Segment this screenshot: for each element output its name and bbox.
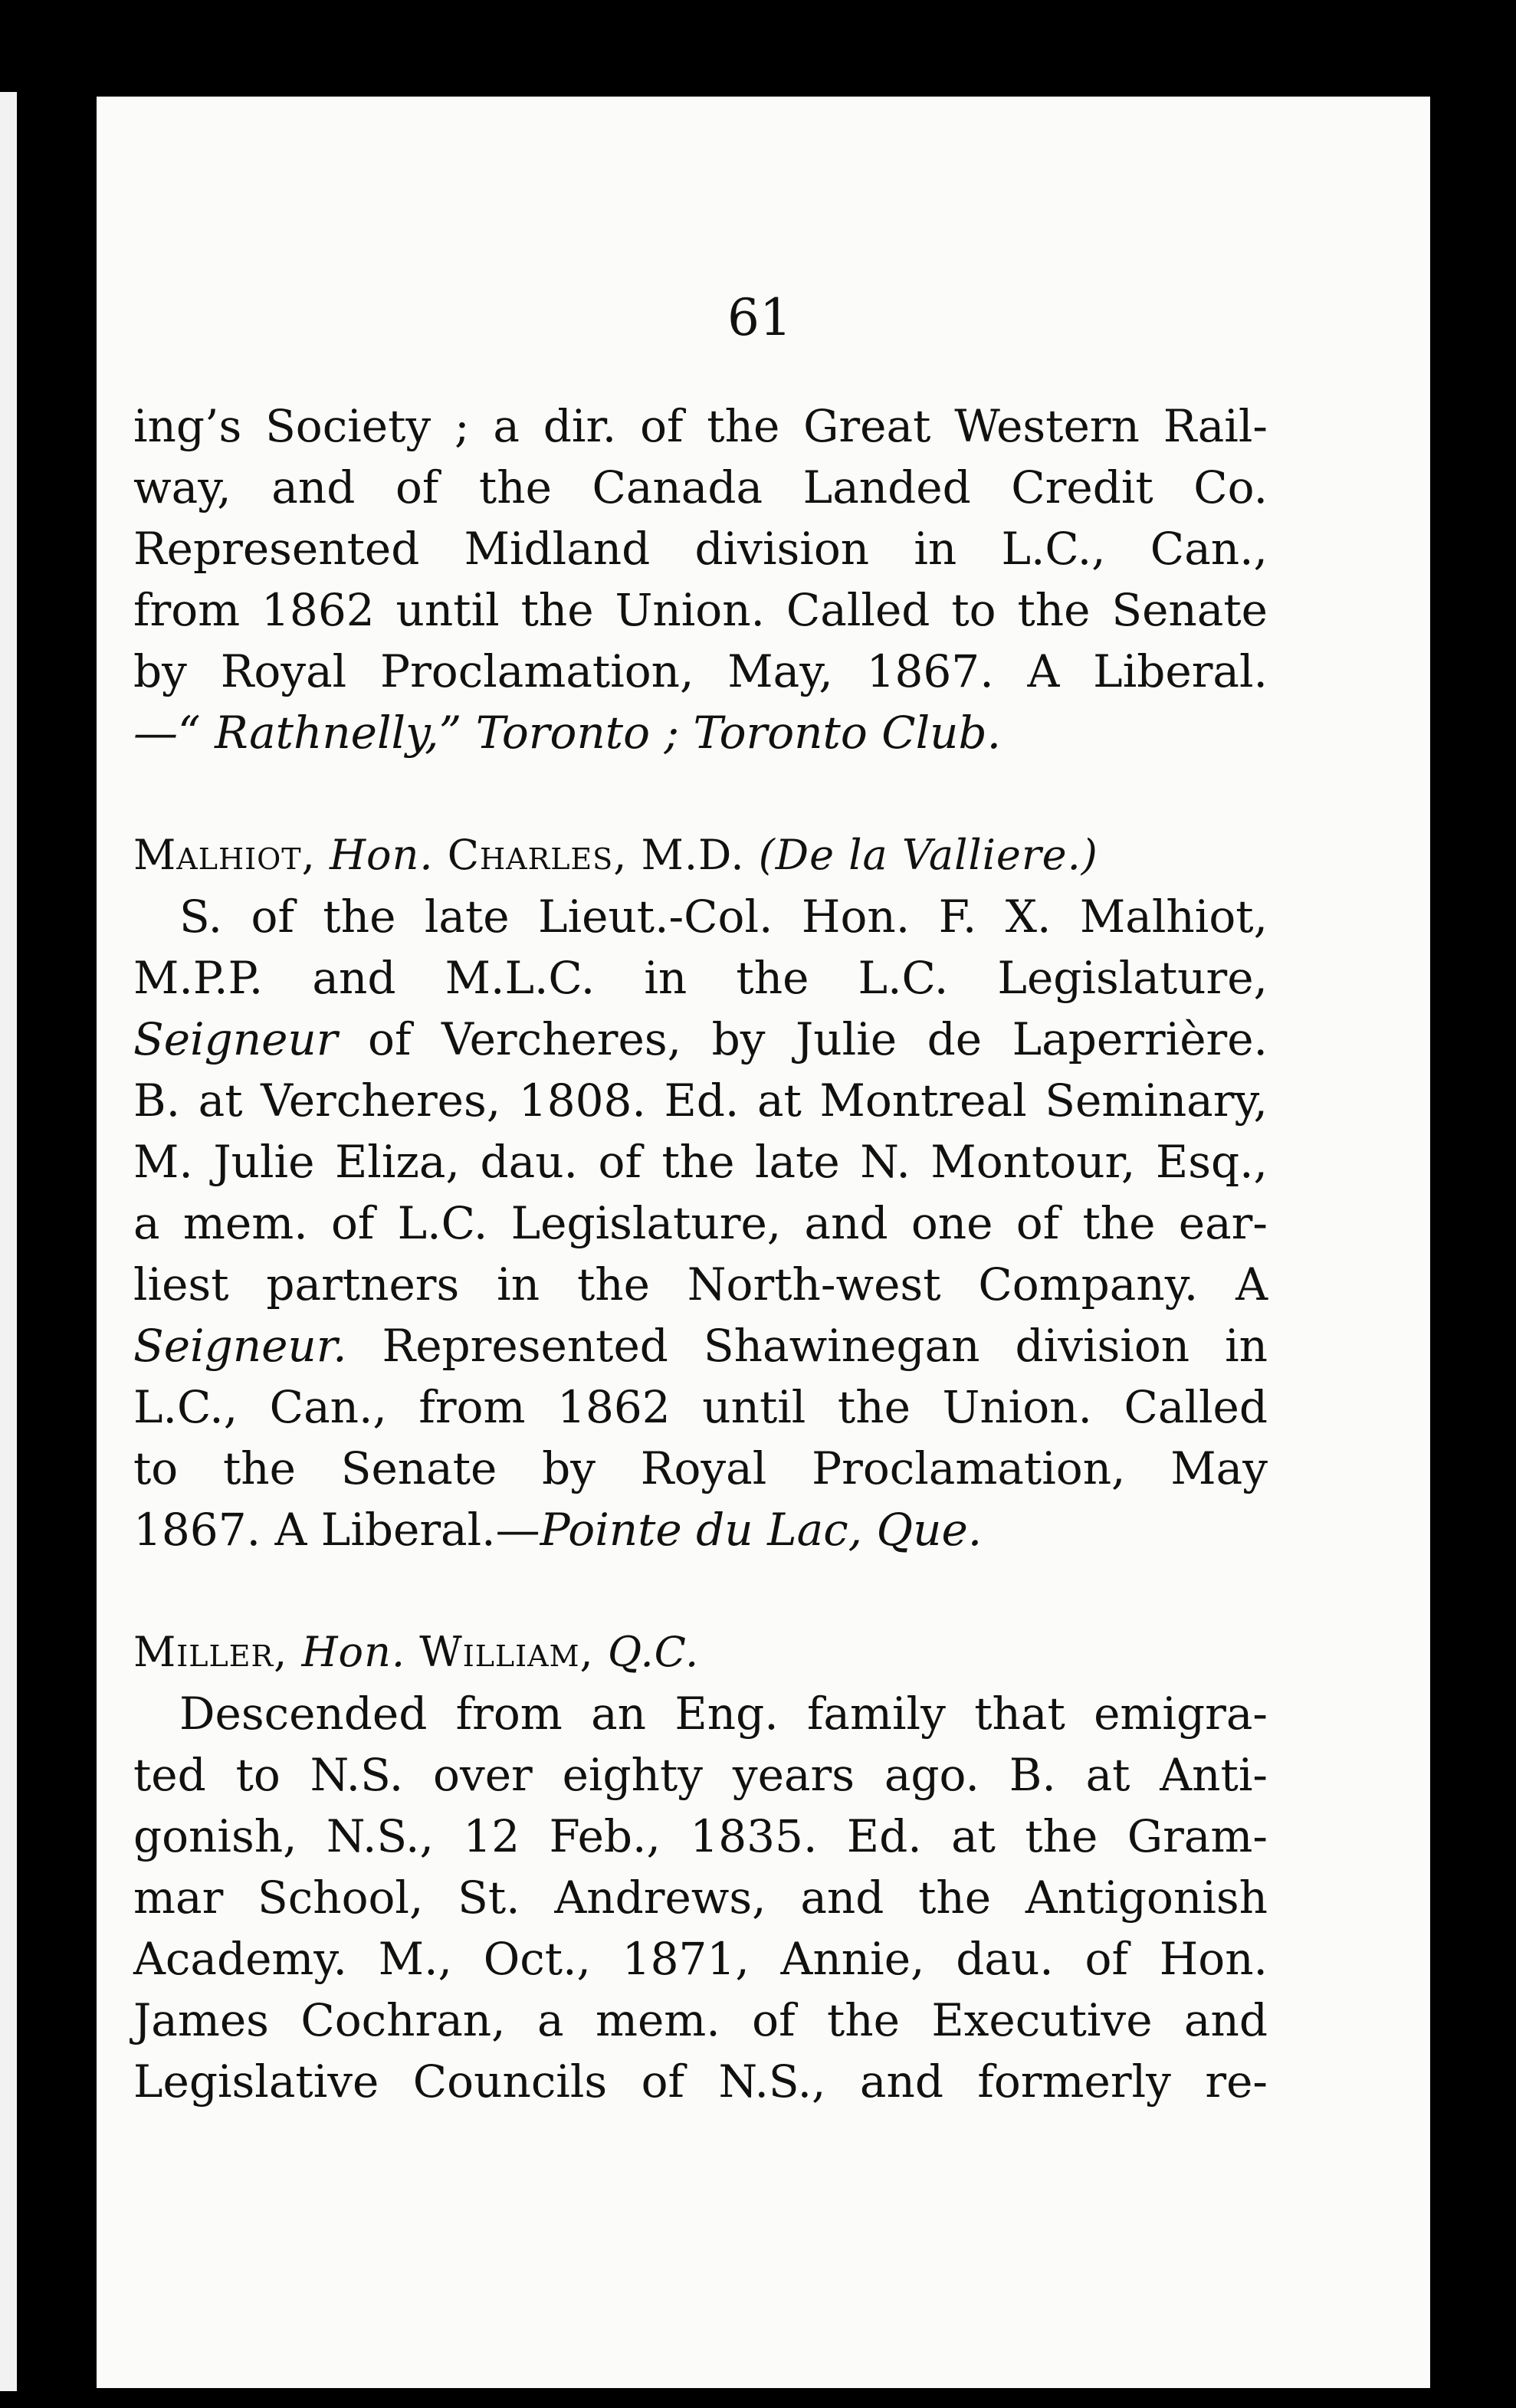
text-line: Descended from an Eng. family that emigra- — [179, 1688, 1268, 1740]
given-name: Charles, — [447, 831, 628, 879]
text-line: Seigneur. Represented Shawinegan division in — [133, 1320, 1268, 1372]
entry-heading — [133, 1622, 1268, 1683]
honorific: Hon. — [301, 1628, 406, 1676]
degree: M.D. — [641, 831, 745, 879]
text-line: mar School, St. Andrews, and the Antigonish — [133, 1872, 1268, 1924]
text-line: Legislative Councils of N.S., and formerly re- — [133, 2055, 1268, 2108]
surname: Malhiot, — [133, 831, 316, 879]
text-line: ted to N.S. over eighty years ago. B. at Anti- — [133, 1749, 1268, 1801]
text-line: M. Julie Eliza, dau. of the late N. Montour, Esq., — [133, 1136, 1268, 1188]
heading-note: (De la Valliere.) — [758, 831, 1098, 879]
page-text — [133, 395, 1268, 2112]
text-line: ing’s Society ; a dir. of the Great Western Rail- — [133, 400, 1268, 452]
text-line-address: —“ Rathnelly,” Toronto ; Toronto Club. — [133, 707, 1002, 759]
honorific: Hon. — [329, 831, 434, 879]
text-line: 1867. A Liberal.—Pointe du Lac, Que. — [133, 1504, 983, 1556]
entry-continued — [133, 395, 1268, 763]
page-number: 61 — [727, 288, 792, 347]
text-line: way, and of the Canada Landed Credit Co. — [133, 461, 1268, 513]
scan-left-edge — [0, 92, 17, 2391]
text-line: liest partners in the North-west Company. A — [133, 1258, 1268, 1311]
text-line: James Cochran, a mem. of the Executive and — [133, 1994, 1268, 2046]
text-line: from 1862 until the Union. Called to the Senate — [133, 584, 1268, 636]
text-line: Represented Midland division in L.C., Can., — [133, 523, 1268, 575]
given-name: William, — [419, 1628, 594, 1676]
text-line: gonish, N.S., 12 Feb., 1835. Ed. at the Gram- — [133, 1810, 1268, 1862]
text-line: Academy. M., Oct., 1871, Annie, dau. of Hon. — [133, 1933, 1268, 1985]
text-line: to the Senate by Royal Proclamation, May — [133, 1442, 1268, 1494]
text-line: B. at Vercheres, 1808. Ed. at Montreal Seminary, — [133, 1074, 1268, 1127]
surname: Miller, — [133, 1628, 288, 1676]
text-line: S. of the late Lieut.-Col. Hon. F. X. Malhiot, — [179, 891, 1268, 943]
entry-miller — [133, 1622, 1268, 2112]
text-line: L.C., Can., from 1862 until the Union. Called — [133, 1381, 1268, 1433]
entry-heading — [133, 825, 1268, 886]
text-line: M.P.P. and M.L.C. in the L.C. Legislature, — [133, 952, 1268, 1004]
text-line: by Royal Proclamation, May, 1867. A Liberal. — [133, 645, 1268, 697]
entry-malhiot — [133, 825, 1268, 1560]
degree: Q.C. — [607, 1628, 700, 1676]
book-page — [97, 97, 1430, 2388]
text-line: Seigneur of Vercheres, by Julie de Laperrière. — [133, 1013, 1268, 1065]
text-line: a mem. of L.C. Legislature, and one of the ear- — [133, 1197, 1268, 1249]
